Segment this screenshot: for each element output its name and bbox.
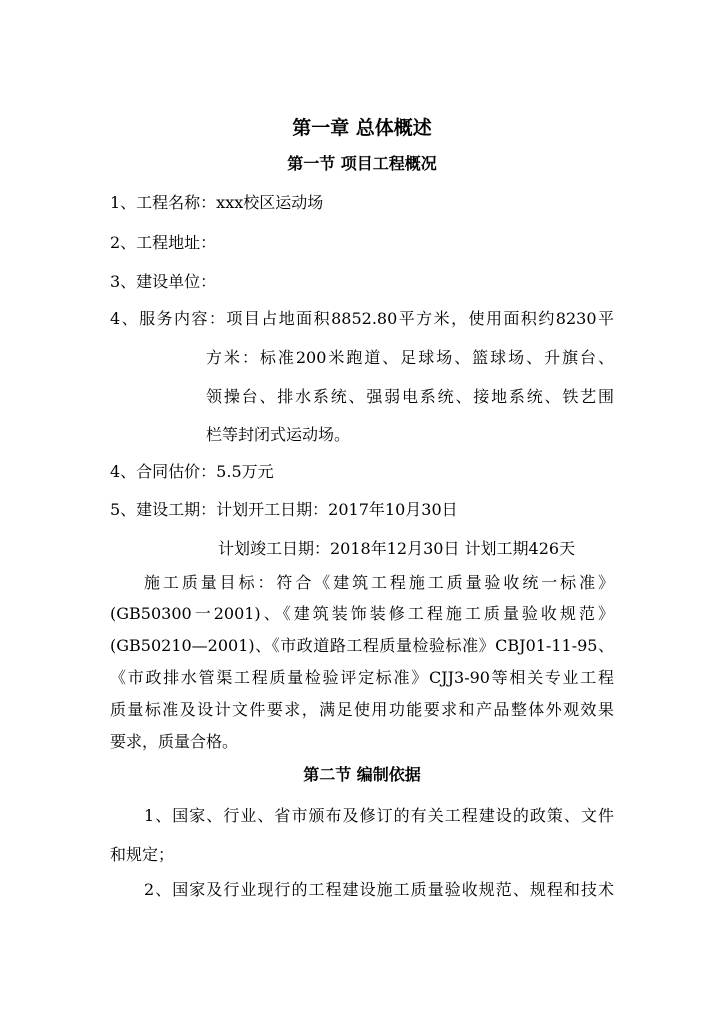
basis-2-line-1: 2、国家及行业现行的工程建设施工质量验收规范、规程和技术 (144, 880, 614, 899)
basis-1-line-1: 1、国家、行业、省市颁布及修订的有关工程建设的政策、文件 (144, 806, 614, 825)
contract-estimate: 4、合同估价：5.5万元 (110, 462, 274, 481)
quality-line-4: 《市政排水管渠工程质量检验评定标准》CJJ3-90等相关专业工程 (110, 668, 614, 687)
schedule-start: 5、建设工期：计划开工日期：2017年10月30日 (110, 500, 458, 519)
quality-line-5: 质量标准及设计文件要求，满足使用功能要求和产品整体外观效果 (110, 700, 614, 719)
service-content-line-1: 4、服务内容：项目占地面积8852.80平方米，使用面积约8230平 (110, 309, 614, 328)
project-name: 1、工程名称：xxx校区运动场 (110, 193, 324, 212)
section-2-title: 第二节 编制依据 (303, 765, 421, 784)
schedule-finish: 计划竣工日期：2018年12月30日 计划工期426天 (218, 539, 576, 558)
service-content-line-2: 方米：标准200米跑道、足球场、篮球场、升旗台、 (206, 348, 614, 367)
construction-unit: 3、建设单位： (110, 272, 217, 291)
basis-1-line-2: 和规定； (110, 845, 175, 864)
quality-line-2: (GB50300一2001)、《建筑装饰装修工程施工质量验收规范》 (110, 604, 614, 623)
project-address: 2、工程地址： (110, 233, 217, 252)
service-content-line-3: 领操台、排水系统、强弱电系统、接地系统、铁艺围 (206, 387, 614, 406)
chapter-title: 第一章 总体概述 (292, 117, 432, 139)
service-content-line-4: 栏等封闭式运动场。 (206, 425, 351, 444)
quality-line-6: 要求，质量合格。 (110, 732, 239, 751)
quality-line-3: (GB50210—2001)、《市政道路工程质量检验标准》CBJ01-11-95、 (110, 636, 614, 655)
quality-line-1: 施工质量目标：符合《建筑工程施工质量验收统一标准》 (144, 573, 614, 592)
section-1-title: 第一节 项目工程概况 (287, 154, 437, 173)
